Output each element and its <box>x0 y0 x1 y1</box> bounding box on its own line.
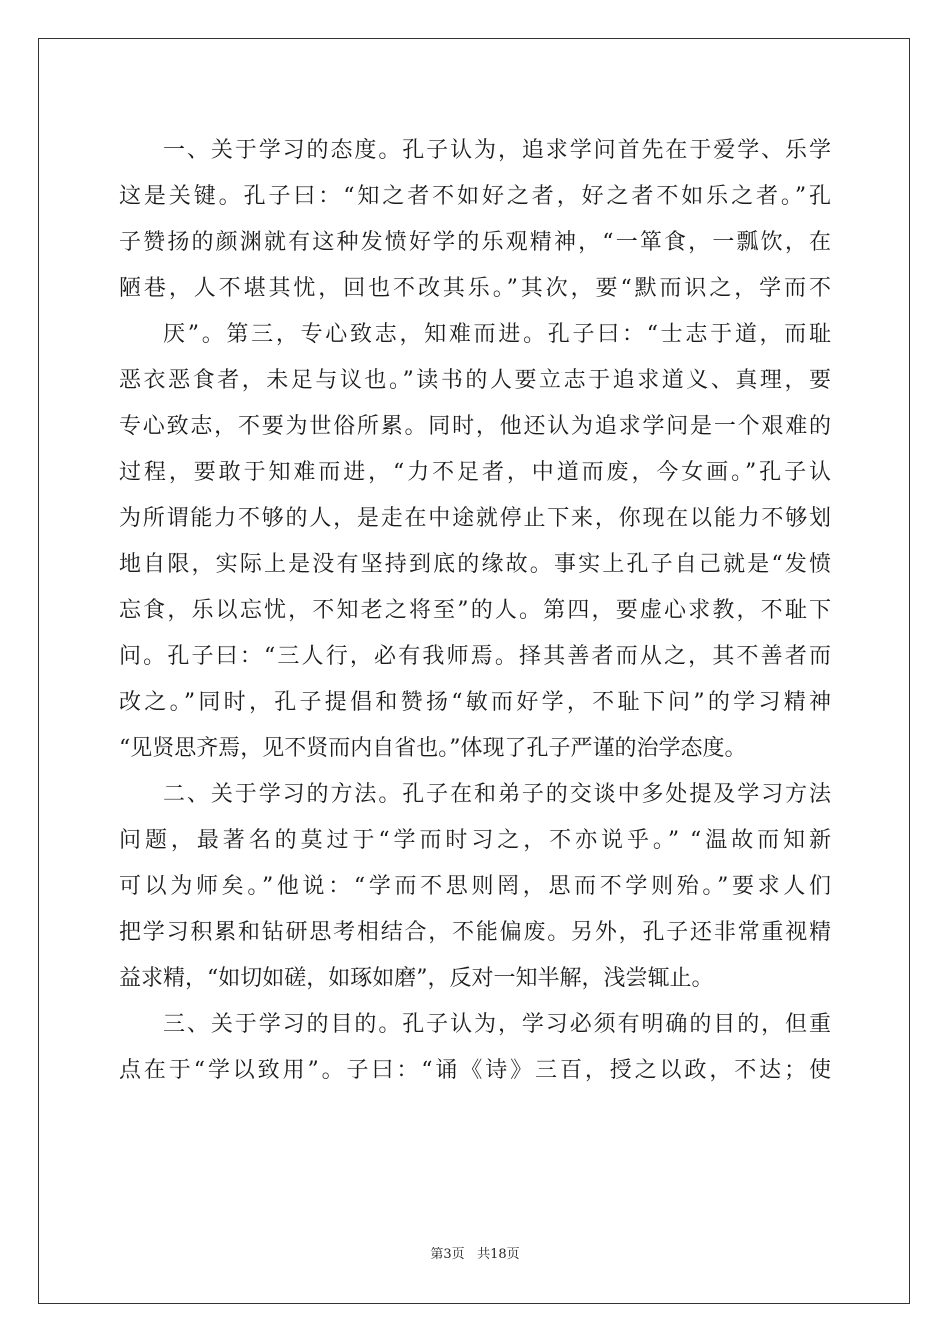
page-footer <box>0 1246 950 1264</box>
text-line: 问题，最著名的莫过于“学而时习之，不亦说乎。” “温故而知新 <box>119 828 831 853</box>
text-line: 为所谓能力不够的人，是走在中途就停止下来，你现在以能力不够划 <box>119 506 831 531</box>
text-line: 一、关于学习的态度。孔子认为，追求学问首先在于爱学、乐学 <box>163 138 831 163</box>
text-line: 专心致志，不要为世俗所累。同时，他还认为追求学问是一个艰难的 <box>119 414 831 439</box>
page-number: 第3页 <box>430 1247 465 1262</box>
text-line: 忘食，乐以忘忧，不知老之将至”的人。第四，要虚心求教，不耻下 <box>119 598 831 623</box>
text-line: 把学习积累和钻研思考相结合，不能偏废。另外，孔子还非常重视精 <box>119 920 831 945</box>
text-line: 陋巷，人不堪其忧，回也不改其乐。”其次，要“默而识之，学而不 <box>119 276 831 301</box>
text-line: 厌”。第三，专心致志，知难而进。孔子曰：“士志于道，而耻 <box>163 322 831 347</box>
text-line: 子赞扬的颜渊就有这种发愤好学的乐观精神，“一箪食，一瓢饮，在 <box>119 230 831 255</box>
text-line: 可以为师矣。”他说：“学而不思则罔，思而不学则殆。”要求人们 <box>119 874 831 899</box>
text-line: 三、关于学习的目的。孔子认为，学习必须有明确的目的，但重 <box>163 1012 831 1037</box>
text-line: 过程，要敢于知难而进，“力不足者，中道而废，今女画。”孔子认 <box>119 460 831 485</box>
text-line: “见贤思齐焉，见不贤而内自省也。”体现了孔子严谨的治学态度。 <box>119 736 747 761</box>
page-total: 共18页 <box>477 1247 520 1262</box>
text-line: 改之。”同时，孔子提倡和赞扬“敏而好学，不耻下问”的学习精神 <box>119 690 831 715</box>
text-line: 益求精，“如切如磋，如琢如磨”，反对一知半解，浅尝辄止。 <box>119 966 714 991</box>
text-line: 问。孔子曰：“三人行，必有我师焉。择其善者而从之，其不善者而 <box>119 644 831 669</box>
text-line: 二、关于学习的方法。孔子在和弟子的交谈中多处提及学习方法 <box>163 782 831 807</box>
text-line: 这是关键。孔子曰：“知之者不如好之者，好之者不如乐之者。”孔 <box>119 184 831 209</box>
text-line: 恶衣恶食者，未足与议也。”读书的人要立志于追求道义、真理，要 <box>119 368 831 393</box>
text-line: 地自限，实际上是没有坚持到底的缘故。事实上孔子自己就是“发愤 <box>119 552 831 577</box>
text-line: 点在于“学以致用”。子曰：“诵《诗》三百，授之以政，不达；使 <box>119 1058 831 1083</box>
